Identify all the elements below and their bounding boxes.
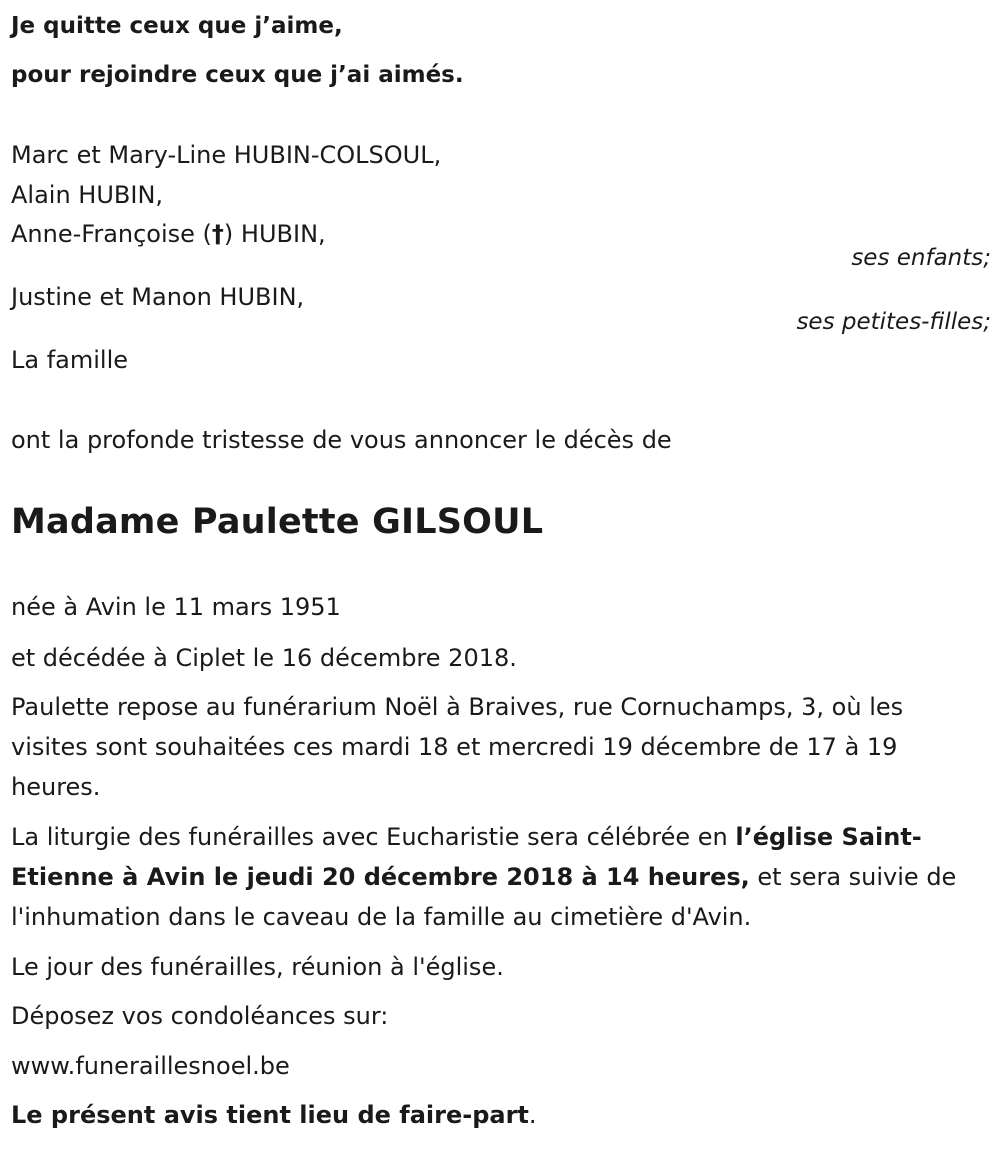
website-link[interactable]: www.funeraillesnoel.be	[11, 1052, 290, 1080]
visitation-info: Paulette repose au funérarium Noël à Braives, rue Cornuchamps, 3, où les visites sont souhaitées ces mardi 18 et mercredi 19 décembre de 17 à 19 heures.	[11, 693, 904, 801]
liturgy-place-date: l’église Saint-Etienne à Avin le jeudi 20 décembre 2018 à 14 heures,	[11, 823, 922, 891]
extended-family: La famille	[11, 346, 129, 374]
notice-bold: Le présent avis tient lieu de faire-part	[11, 1101, 529, 1129]
epigraph-line-2: pour rejoindre ceux que j’ai aimés.	[11, 62, 464, 88]
liturgy-intro: La liturgie des funérailles avec Eucharistie sera célébrée en	[11, 823, 736, 851]
notice-end: .	[528, 1101, 537, 1129]
child-3-last: ) HUBIN,	[223, 220, 326, 248]
condolences-label: Déposez vos condoléances sur:	[11, 1002, 389, 1030]
death-info: et décédée à Ciplet le 16 décembre 2018.	[11, 644, 517, 672]
deceased-cross-icon: †	[211, 220, 224, 248]
meeting-info: Le jour des funérailles, réunion à l'église.	[11, 953, 504, 981]
child-1: Marc et Mary-Line HUBIN-COLSOUL,	[11, 141, 442, 169]
epigraph-line-1: Je quitte ceux que j’aime,	[11, 13, 343, 39]
liturgy-info	[11, 817, 986, 937]
birth-info: née à Avin le 11 mars 1951	[11, 593, 341, 621]
deceased-name: Madame Paulette GILSOUL	[11, 502, 544, 542]
announcement: ont la profonde tristesse de vous annoncer le décès de	[11, 426, 672, 454]
child-3	[11, 219, 326, 249]
children-role: ses enfants;	[851, 245, 991, 271]
child-2: Alain HUBIN,	[11, 181, 164, 209]
grandchildren-role: ses petites-filles;	[796, 309, 991, 335]
notice-text	[11, 1100, 537, 1130]
liturgy-outro: et sera suivie de l'inhumation dans le caveau de la famille au cimetière d'Avin.	[11, 863, 957, 931]
grandchildren: Justine et Manon HUBIN,	[11, 283, 305, 311]
child-3-first: Anne-Françoise (	[11, 220, 212, 248]
